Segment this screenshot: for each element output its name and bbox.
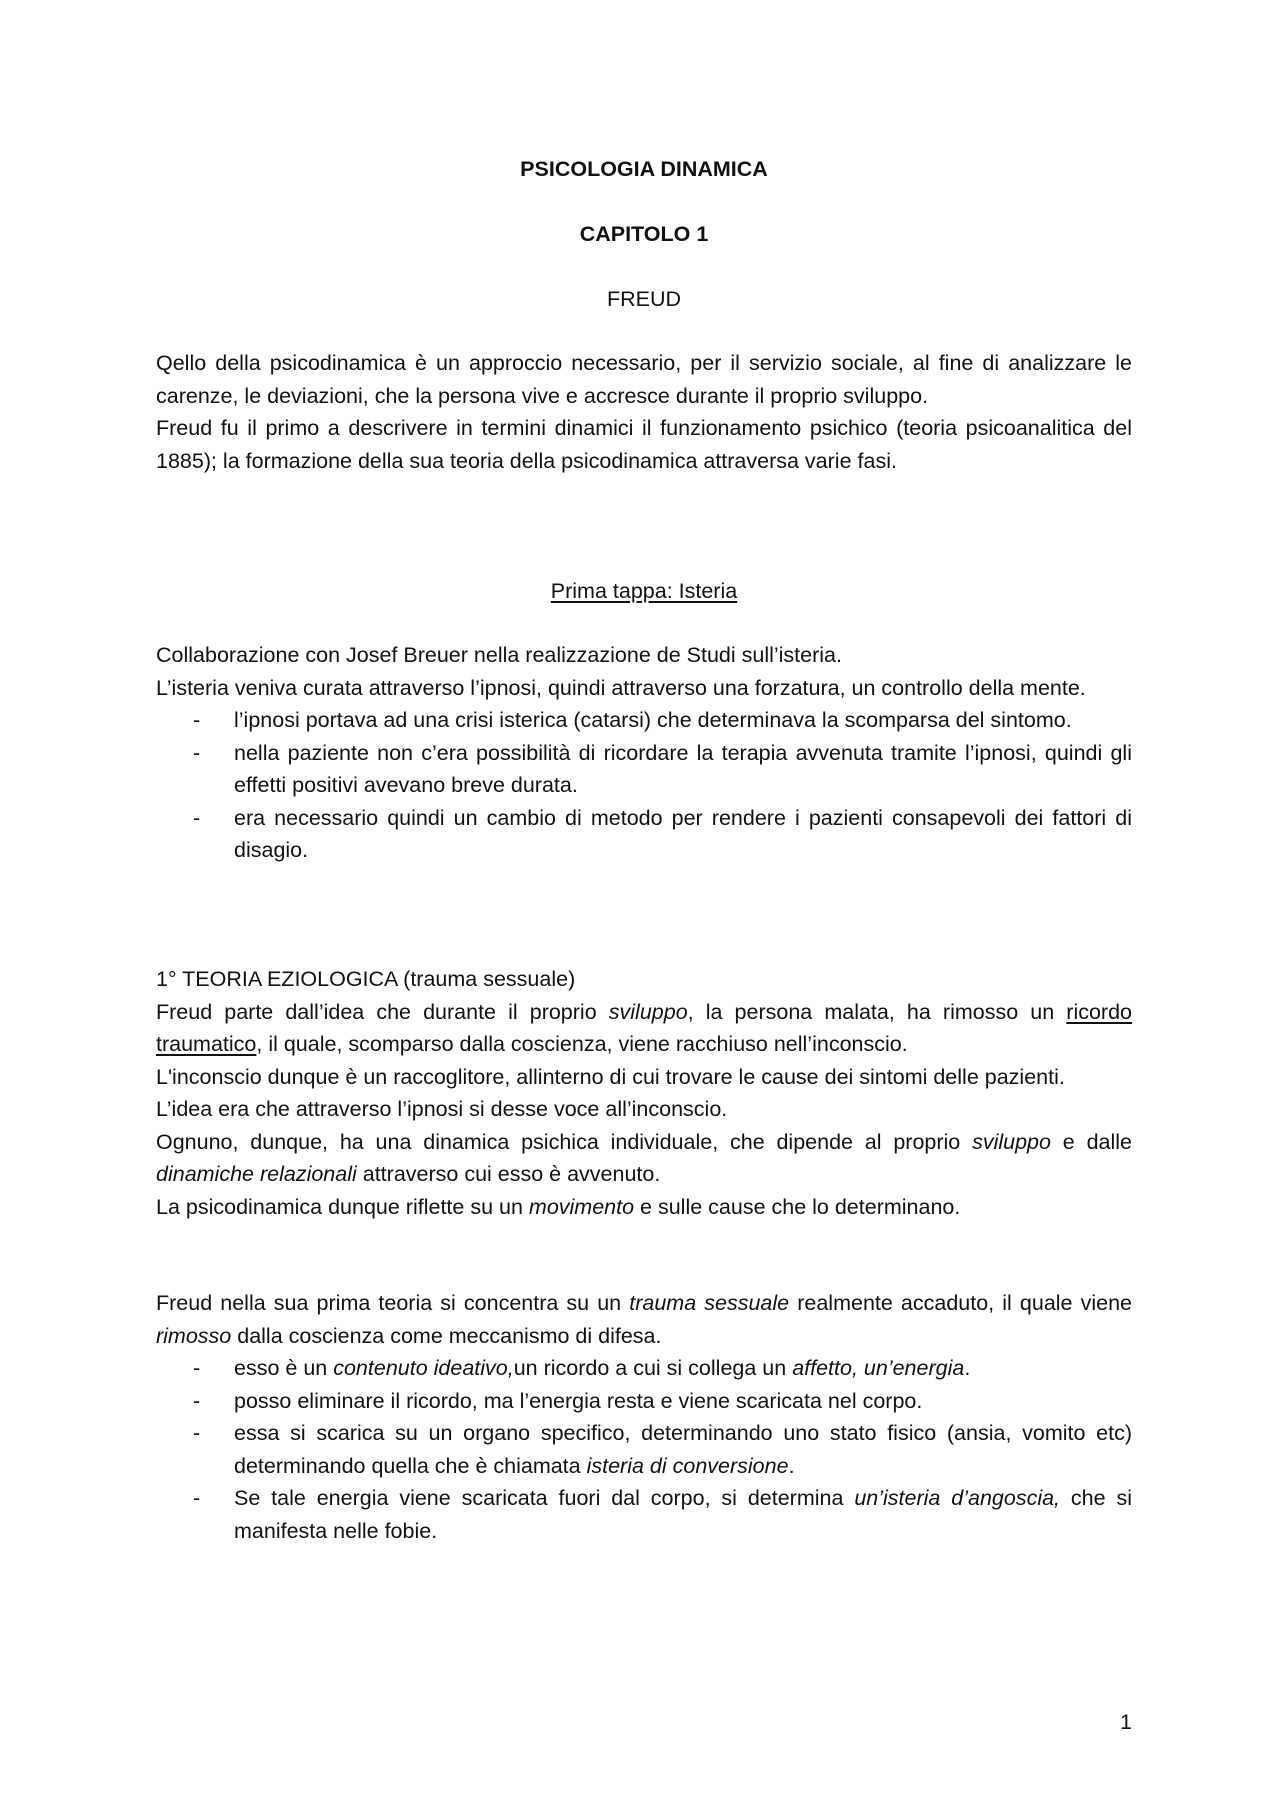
intro-block [156, 347, 1132, 477]
list-item: - Se tale energia viene scaricata fuori dal corpo, si determina un’isteria d’angoscia, che si manifesta nelle fobie. [156, 1482, 1132, 1547]
document-title: PSICOLOGIA DINAMICA [520, 157, 768, 181]
list-item: - esso è un contenuto ideativo,un ricordo a cui si collega un affetto, un’energia. [156, 1352, 1132, 1385]
hysteria-paragraph-2: L’isteria veniva curata attraverso l’ipnosi, quindi attraverso una forzatura, un controllo della mente. [156, 675, 1086, 700]
subsection-heading-text: Prima tappa: Isteria [550, 579, 738, 603]
intro-paragraph-2: Freud fu il primo a descrivere in termini dinamici il funzionamento psichico (teoria psicoanalitica del 1885); la formazione della sua teoria della psicodinamica attraversa varie fasi. [156, 416, 1132, 473]
chapter-heading: CAPITOLO 1 [579, 222, 709, 246]
theory-paragraph-1: Freud parte dall’idea che durante il proprio sviluppo, la persona malata, ha rimosso un ricordo traumatico, il quale, scomparso dalla coscienza, viene racchiuso nell’inconscio. [156, 999, 1132, 1056]
hysteria-block [156, 639, 1132, 867]
theory-paragraph-5: La psicodinamica dunque riflette su un movimento e sulle cause che lo determinano. [156, 1194, 961, 1219]
list-item: - nella paziente non c’era possibilità di ricordare la terapia avvenuta tramite l’ipnosi, quindi gli effetti positivi avevano breve durata. [156, 737, 1132, 802]
theory-paragraph-4: Ognuno, dunque, ha una dinamica psichica individuale, che dipende al proprio sviluppo e dalle dinamiche relazionali attraverso cui esso è avvenuto. [156, 1129, 1132, 1186]
theory-block [156, 963, 1132, 1223]
trauma-paragraph: Freud nella sua prima teoria si concentra su un trauma sessuale realmente accaduto, il quale viene rimosso dalla coscienza come meccanismo di difesa. [156, 1291, 1133, 1348]
intro-paragraph-1: Qello della psicodinamica è un approccio necessario, per il servizio sociale, al fine di analizzare le carenze, le deviazioni, che la persona vive e accresce durante il proprio sviluppo. [156, 351, 1132, 408]
list-item: - posso eliminare il ricordo, ma l’energia resta e viene scaricata nel corpo. [156, 1385, 1132, 1418]
subsection-heading [156, 575, 1132, 607]
list-item: - era necessario quindi un cambio di metodo per rendere i pazienti consapevoli dei fattori di disagio. [156, 802, 1132, 867]
page-number: 1 [1120, 1710, 1132, 1734]
list-item: - l’ipnosi portava ad una crisi isterica (catarsi) che determinava la scomparsa del sintomo. [156, 704, 1132, 737]
hysteria-paragraph-1: Collaborazione con Josef Breuer nella realizzazione de Studi sull’isteria. [156, 643, 842, 667]
trauma-block [156, 1287, 1132, 1547]
list-item: - essa si scarica su un organo specifico, determinando uno stato fisico (ansia, vomito etc) determinando quella che è chiamata isteria di conversione. [156, 1417, 1132, 1482]
theory-paragraph-2: L'inconscio dunque è un raccoglitore, allinterno di cui trovare le cause dei sintomi delle pazienti. [156, 1064, 1065, 1089]
theory-heading: 1° TEORIA EZIOLOGICA (trauma sessuale) [156, 967, 576, 991]
section-heading: FREUD [606, 287, 682, 311]
theory-paragraph-3: L’idea era che attraverso l’ipnosi si desse voce all’inconscio. [156, 1097, 728, 1121]
hysteria-list [156, 704, 1132, 867]
trauma-list [156, 1352, 1132, 1547]
